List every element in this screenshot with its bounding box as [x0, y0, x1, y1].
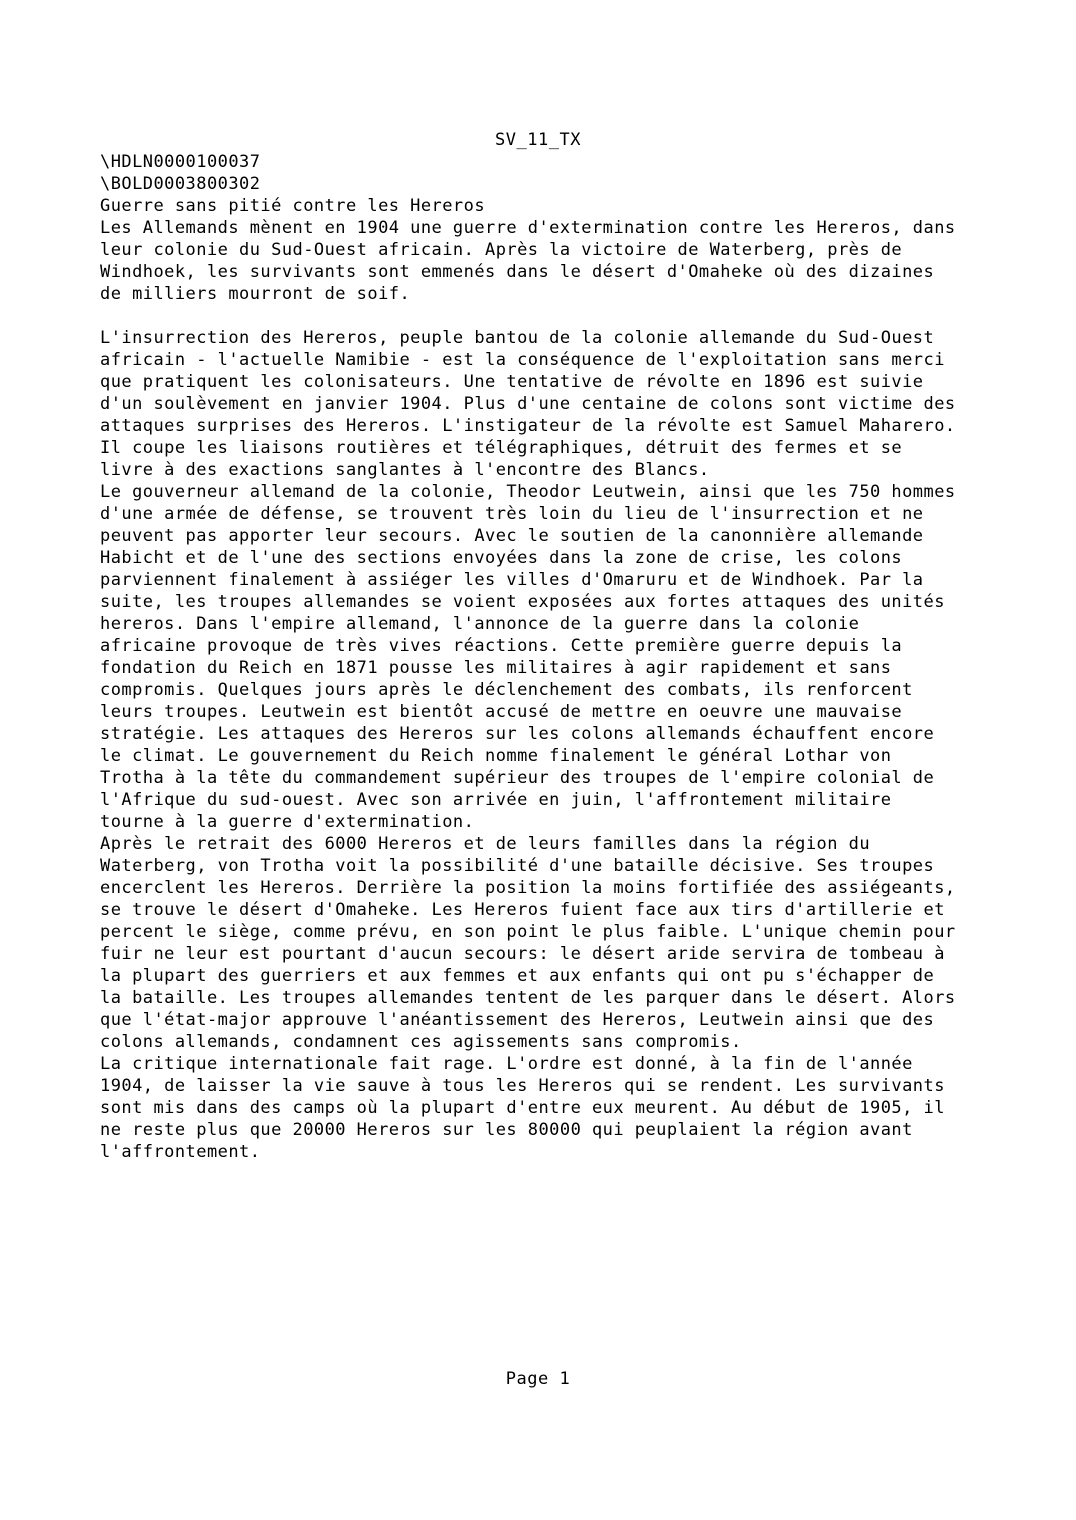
text-line: 1904, de laisser la vie sauve à tous les Hereros qui se rendent. Les survivants	[100, 1076, 945, 1096]
text-line: tourne à la guerre d'extermination.	[100, 812, 475, 832]
text-line: parviennent finalement à assiéger les villes d'Omaruru et de Windhoek. Par la	[100, 570, 924, 590]
text-line: encerclent les Hereros. Derrière la position la moins fortifiée des assiégeants,	[100, 878, 956, 898]
text-line: livre à des exactions sanglantes à l'encontre des Blancs.	[100, 460, 710, 480]
text-line: fondation du Reich en 1871 pousse les militaires à agir rapidement et sans	[100, 658, 892, 678]
text-line: sont mis dans des camps où la plupart d'entre eux meurent. Au début de 1905, il	[100, 1098, 945, 1118]
text-line: fuir ne leur est pourtant d'aucun secours: le désert aride servira de tombeau à	[100, 944, 945, 964]
text-line: Après le retrait des 6000 Hereros et de leurs familles dans la région du	[100, 834, 871, 854]
document-header-title: SV_11_TX	[495, 130, 581, 150]
text-line: attaques surprises des Hereros. L'instigateur de la révolte est Samuel Maharero.	[100, 416, 956, 436]
text-line: de milliers mourront de soif.	[100, 284, 411, 304]
text-line: l'affrontement.	[100, 1142, 261, 1162]
text-line: Windhoek, les survivants sont emmenés dans le désert d'Omaheke où des dizaines	[100, 262, 935, 282]
text-line: \HDLN0000100037	[100, 152, 261, 172]
text-line: leur colonie du Sud-Ouest africain. Après la victoire de Waterberg, près de	[100, 240, 903, 260]
text-line: peuvent pas apporter leur secours. Avec le soutien de la canonnière allemande	[100, 526, 924, 546]
text-line: L'insurrection des Hereros, peuple bantou de la colonie allemande du Sud-Ouest	[100, 328, 935, 348]
text-line: Guerre sans pitié contre les Hereros	[100, 196, 486, 216]
text-line: la plupart des guerriers et aux femmes et aux enfants qui ont pu s'échapper de	[100, 966, 935, 986]
text-line: Il coupe les liaisons routières et télégraphiques, détruit des fermes et se	[100, 438, 903, 458]
text-line: percent le siège, comme prévu, en son point le plus faible. L'unique chemin pour	[100, 922, 956, 942]
text-line: Waterberg, von Trotha voit la possibilité d'une bataille décisive. Ses troupes	[100, 856, 935, 876]
text-line: que l'état-major approuve l'anéantissement des Hereros, Leutwein ainsi que des	[100, 1010, 935, 1030]
text-line: l'Afrique du sud-ouest. Avec son arrivée en juin, l'affrontement militaire	[100, 790, 892, 810]
text-line: colons allemands, condamnent ces agissements sans compromis.	[100, 1032, 742, 1052]
text-line: la bataille. Les troupes allemandes tentent de les parquer dans le désert. Alors	[100, 988, 956, 1008]
text-line: d'une armée de défense, se trouvent très loin du lieu de l'insurrection et ne	[100, 504, 924, 524]
text-line: d'un soulèvement en janvier 1904. Plus d'une centaine de colons sont victime des	[100, 394, 956, 414]
text-line: Le gouverneur allemand de la colonie, Theodor Leutwein, ainsi que les 750 hommes	[100, 482, 956, 502]
page-number-footer: Page 1	[505, 1369, 571, 1389]
text-line: le climat. Le gouvernement du Reich nomme finalement le général Lothar von	[100, 746, 892, 766]
text-line: Habicht et de l'une des sections envoyées dans la zone de crise, les colons	[100, 548, 903, 568]
text-line: leurs troupes. Leutwein est bientôt accusé de mettre en oeuvre une mauvaise	[100, 702, 903, 722]
text-line: stratégie. Les attaques des Hereros sur les colons allemands échauffent encore	[100, 724, 935, 744]
text-line: \BOLD0003800302	[100, 174, 261, 194]
text-line: suite, les troupes allemandes se voient exposées aux fortes attaques des unités	[100, 592, 945, 612]
text-line: que pratiquent les colonisateurs. Une tentative de révolte en 1896 est suivie	[100, 372, 924, 392]
text-line: se trouve le désert d'Omaheke. Les Hereros fuient face aux tirs d'artillerie et	[100, 900, 945, 920]
text-line: La critique internationale fait rage. L'ordre est donné, à la fin de l'année	[100, 1054, 913, 1074]
text-line: compromis. Quelques jours après le déclenchement des combats, ils renforcent	[100, 680, 913, 700]
text-line	[100, 305, 1000, 327]
text-line: Les Allemands mènent en 1904 une guerre d'extermination contre les Hereros, dans	[100, 218, 956, 238]
text-line: ne reste plus que 20000 Hereros sur les 80000 qui peuplaient la région avant	[100, 1120, 913, 1140]
text-line: hereros. Dans l'empire allemand, l'annonce de la guerre dans la colonie	[100, 614, 860, 634]
document-body-text	[100, 151, 1000, 1163]
text-line: africaine provoque de très vives réactions. Cette première guerre depuis la	[100, 636, 903, 656]
text-line: Trotha à la tête du commandement supérieur des troupes de l'empire colonial de	[100, 768, 935, 788]
text-line: africain - l'actuelle Namibie - est la conséquence de l'exploitation sans merci	[100, 350, 945, 370]
